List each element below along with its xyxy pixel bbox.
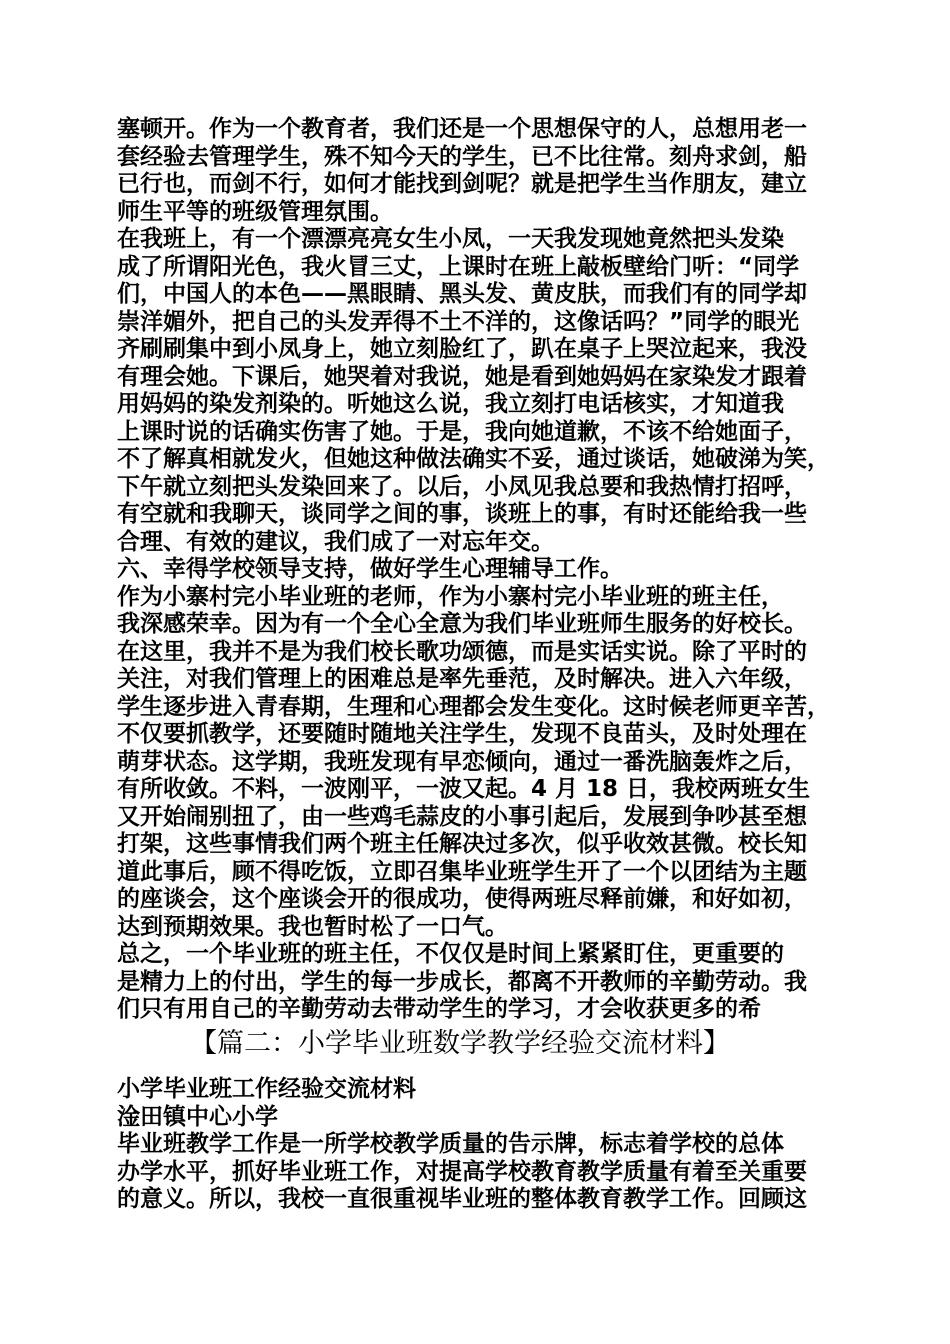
text-line: 的座谈会，这个座谈会开的很成功，使得两班尽释前嫌，和好如初， (117, 886, 807, 912)
body-text-section-one (117, 116, 857, 1024)
text-line: 师生平等的班级管理氛围。 (117, 198, 393, 225)
text-line: 有空就和我聊天，谈同学之间的事，谈班上的事，有时还能给我一些 (117, 501, 807, 527)
text-line: 用妈妈的染发剂染的。听她这么说，我立刻打电话核实，才知道我 (117, 391, 784, 417)
body-text-section-two (117, 1076, 857, 1214)
text-line: 萌芽状态。这学期，我班发现有早恋倾向，通过一番洗脑轰炸之后， (117, 748, 807, 775)
text-line: 我深感荣幸。因为有一个全心全意为我们毕业班师生服务的好校长。 (117, 611, 807, 637)
text-line: 淦田镇中心小学 (117, 1103, 278, 1130)
text-line: 塞顿开。作为一个教育者，我们还是一个思想保守的人，总想用老一 (117, 116, 807, 142)
text-line: 已行也，而剑不行，如何才能找到剑呢？就是把学生当作朋友，建立 (117, 171, 807, 197)
text-line: 合理、有效的建议，我们成了一对忘年交。 (117, 528, 554, 555)
text-line: 达到预期效果。我也暂时松了一口气。 (117, 913, 508, 940)
text-line: 成了所谓阳光色，我火冒三丈，上课时在班上敲板壁给门听：“同学 (117, 253, 800, 280)
text-line: 六、幸得学校领导支持，做好学生心理辅导工作。 (117, 556, 623, 582)
text-line: 是精力上的付出，学生的每一步成长，都离不开教师的辛勤劳动。我 (117, 968, 807, 995)
text-line: 崇洋媚外，把自己的头发弄得不土不洋的，这像话吗？”同学的眼光 (117, 308, 800, 335)
text-line: 有理会她。下课后，她哭着对我说，她是看到她妈妈在家染发才跟着 (117, 363, 807, 390)
text-line: 学生逐步进入青春期，生理和心理都会发生变化。这时候老师更辛苦， (117, 693, 830, 720)
text-line: 的意义。所以，我校一直很重视毕业班的整体教育教学工作。回顾这 (117, 1186, 807, 1212)
text-line: 作为小寨村完小毕业班的老师，作为小寨村完小毕业班的班主任， (117, 583, 784, 610)
text-line: 又开始闹别扭了，由一些鸡毛蒜皮的小事引起后，发展到争吵甚至想 (117, 803, 807, 830)
text-line: 关注，对我们管理上的困难总是率先垂范，及时解决。进入六年级， (117, 666, 807, 692)
text-line: 有所收敛。不料，一波刚平，一波又起。4 月 18 日，我校两班女生 (117, 776, 811, 802)
text-line: 毕业班教学工作是一所学校教学质量的告示牌，标志着学校的总体 (117, 1131, 784, 1157)
text-line: 总之，一个毕业班的班主任，不仅仅是时间上紧紧盯住，更重要的 (117, 941, 784, 967)
text-line: 不了解真相就发火，但她这种做法确实不妥，通过谈话，她破涕为笑， (117, 446, 830, 472)
text-line: 们只有用自己的辛勤劳动去带动学生的学习，才会收获更多的希 (117, 996, 761, 1022)
text-line: 在我班上，有一个漂漂亮亮女生小凤，一天我发现她竟然把头发染 (117, 226, 784, 252)
text-line: 在这里，我并不是为我们校长歌功颂德，而是实话实说。除了平时的 (117, 638, 807, 665)
text-line: 下午就立刻把头发染回来了。以后，小凤见我总要和我热情打招呼， (117, 473, 807, 500)
text-line: 上课时说的话确实伤害了她。于是，我向她道歉，不该不给她面子， (117, 418, 807, 445)
text-line: 打架，这些事情我们两个班主任解决过多次，似乎收效甚微。校长知 (117, 831, 807, 857)
text-line: 办学水平，抓好毕业班工作，对提高学校教育教学质量有着至关重要 (117, 1158, 807, 1185)
text-line: 道此事后，顾不得吃饭，立即召集毕业班学生开了一个以团结为主题 (117, 858, 807, 885)
text-line: 们，中国人的本色——黑眼睛、黑头发、黄皮肤，而我们有的同学却 (117, 281, 807, 307)
text-line: 不仅要抓教学，还要随时随地关注学生，发现不良苗头，及时处理在 (117, 721, 807, 747)
section-heading: 【篇二：小学毕业班数学教学经验交流材料】 (190, 1028, 730, 1059)
text-line: 套经验去管理学生，殊不知今天的学生，已不比往常。刻舟求剑，船 (117, 143, 807, 170)
text-line: 小学毕业班工作经验交流材料 (117, 1076, 416, 1102)
text-line: 齐刷刷集中到小凤身上，她立刻脸红了，趴在桌子上哭泣起来，我没 (117, 336, 807, 362)
